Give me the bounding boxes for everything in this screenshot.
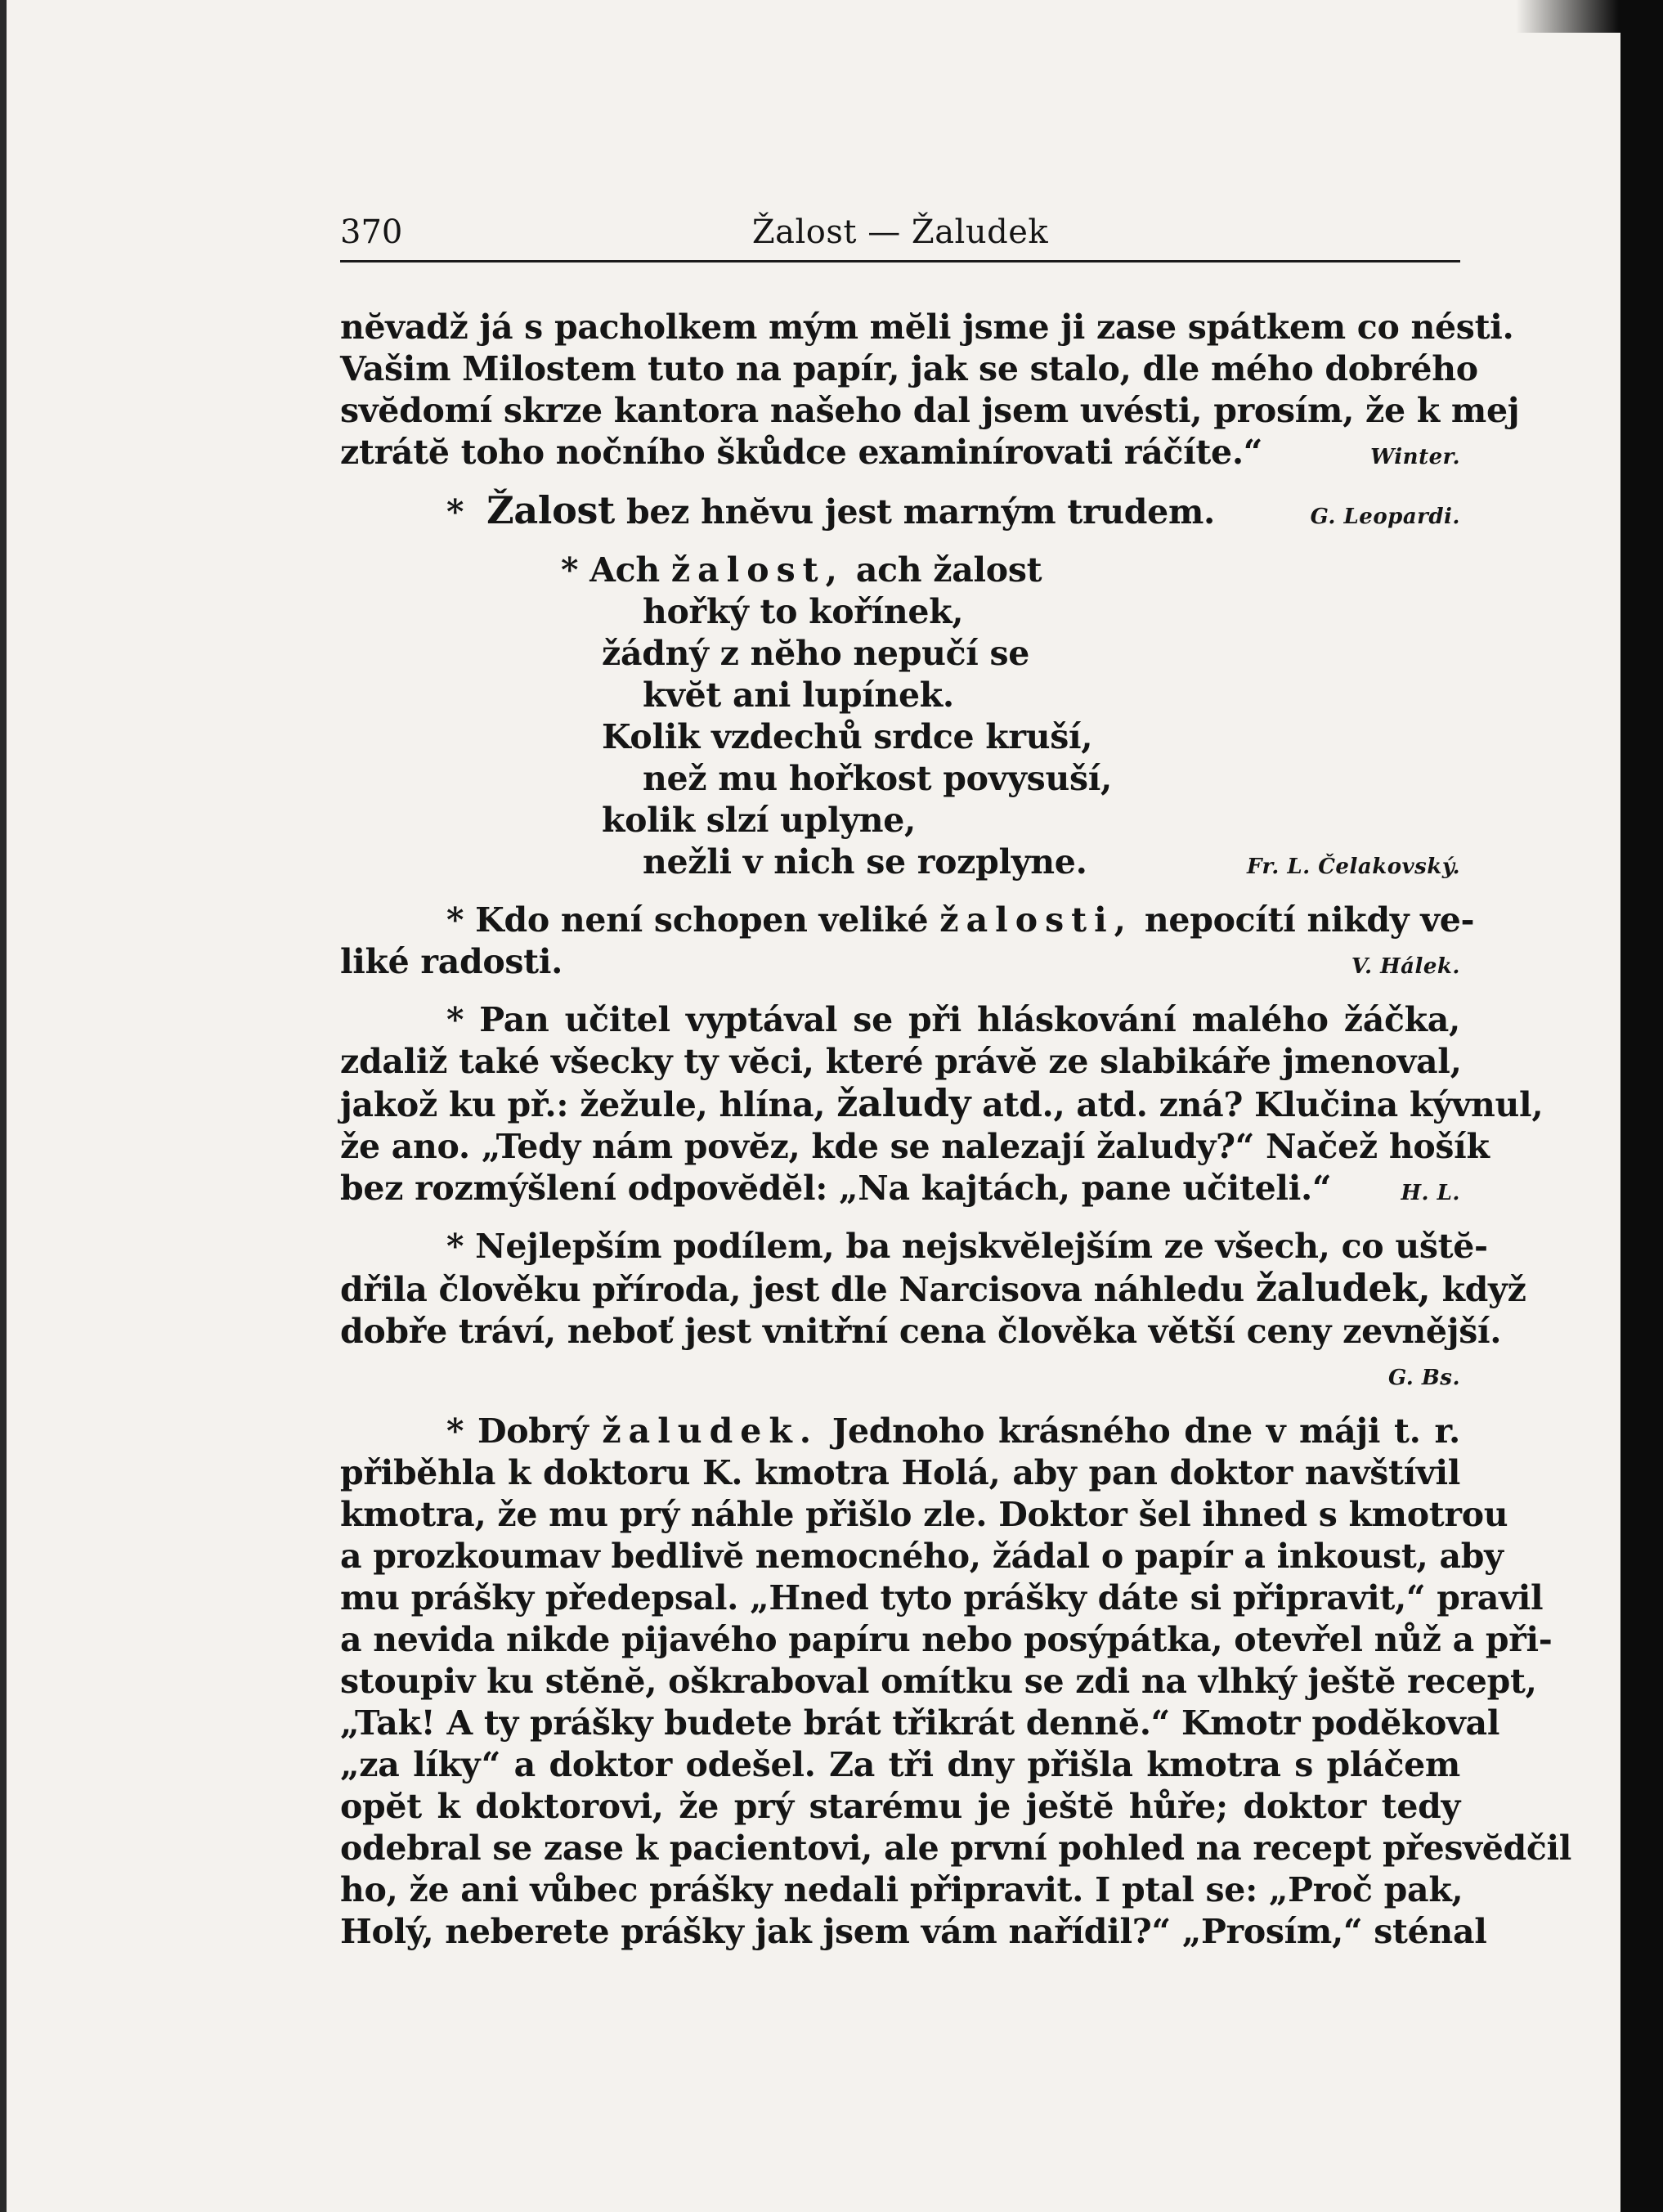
text-line: a nevida nikde pijavého papíru nebo posýpátka, otevřel nůž a při-: [340, 1620, 1553, 1659]
text-line: dřila člověku příroda, jest dle Narcisova náhledu žaludek, když: [340, 1266, 1526, 1310]
leopardi-quote: [340, 490, 1460, 538]
quote-text: bez hnĕvu jest marným trudem.: [625, 492, 1216, 532]
text-line: odebral se zase k pacientovi, ale první pohled na recept přesvĕdčil: [340, 1828, 1572, 1868]
asterisk: *: [446, 492, 464, 532]
text-line-with-attribution: [340, 941, 1460, 988]
page-body: [340, 307, 1572, 1953]
text-line: jakož ku př.: žežule, hlína, žaludy atd., atd. zná? Klučina kývnul,: [340, 1081, 1544, 1125]
text-line: ho, že ani vůbec prášky nedali připravit. I ptal se: „Proč pak,: [340, 1870, 1464, 1909]
text-line: Holý, neberete prášky jak jsem vám nařídil?“ „Prosím,“ sténal: [340, 1912, 1487, 1951]
keyword: žaludy: [836, 1081, 971, 1125]
winter-quote: [340, 307, 1520, 478]
narcissus-quote: [340, 1226, 1526, 1399]
text-line: liké radosti.: [340, 942, 563, 981]
scan-edge-right: [1620, 0, 1663, 2212]
text-line: kmotra, že mu prý náhle přišlo zle. Doktor šel ihned s kmotrou: [340, 1495, 1508, 1534]
story-good-stomach: [340, 1411, 1572, 1953]
poem-line: kolik slzí uplyne,: [602, 801, 917, 840]
attribution: G. Leopardi.: [1310, 505, 1460, 529]
attribution: V. Hálek.: [1351, 954, 1460, 979]
poem-line: nežli v nich se rozplyne.: [643, 842, 1087, 882]
text-line: bez rozmýšlení odpovĕdĕl: „Na kajtách, pane učiteli.“: [340, 1169, 1332, 1208]
attribution: G. Bs.: [1387, 1366, 1460, 1390]
text-line: dobře tráví, neboť jest vnitřní cena člověka větší ceny zevnější.: [340, 1312, 1502, 1351]
text-line: že ano. „Tedy nám povĕz, kde se nalezají žaludy?“ Načež hošík: [340, 1127, 1490, 1166]
text-line: a prozkoumav bedlivĕ nemocného, žádal o papír a inkoust, aby: [340, 1537, 1504, 1576]
poem-line: hořký to kořínek,: [643, 592, 964, 631]
scan-edge-top-right: [1516, 0, 1663, 33]
keyword: Žalost: [486, 488, 615, 532]
poem-line: žádný z nĕho nepučí se: [602, 634, 1030, 673]
text-line: * Pan učitel vyptával se při hláskování malého žáčka,: [446, 1000, 1460, 1039]
text-line: mu prášky předepsal. „Hned tyto prášky dáte si připravit,“ pravil: [340, 1578, 1544, 1617]
poem-line: Kolik vzdechů srdce kruší,: [602, 717, 1093, 756]
text-line-with-attribution: [340, 1168, 1460, 1214]
text-line: ztrátĕ toho nočního škůdce examinírovati ráčíte.“: [340, 433, 1263, 472]
text-line: stoupiv ku stĕnĕ, oškraboval omítku se zdi na vlhký ještĕ recept,: [340, 1662, 1537, 1701]
poem-line: než mu hořkost povysuší,: [643, 759, 1113, 798]
text-line: nĕvadž já s pacholkem mým mĕli jsme ji zase spátkem co nésti.: [340, 307, 1514, 347]
poem-line: kvĕt ani lupínek.: [643, 675, 954, 715]
attribution: Winter.: [1370, 445, 1460, 469]
text-line: svĕdomí skrze kantora našeho dal jsem uvésti, prosím, že k mej: [340, 391, 1520, 430]
poem-line: * Ach žalost, ach žalost: [561, 550, 1042, 590]
keyword: žaludek,: [1255, 1266, 1431, 1310]
text-line: * Nejlepším podílem, ba nejskvĕlejším ze všech, co uštĕ-: [446, 1227, 1488, 1266]
halek-quote: [340, 900, 1475, 988]
text-line: zdaliž také všecky ty vĕci, které právĕ ze slabikáře jmenoval,: [340, 1042, 1462, 1081]
poem: [561, 550, 1460, 888]
attribution: H. L.: [1401, 1181, 1460, 1205]
page-number: 370: [340, 213, 403, 251]
running-head: Žalost — Žaludek: [751, 213, 1049, 251]
text-line: * Dobrý žaludek. Jednoho krásného dne v máji t. r.: [446, 1411, 1460, 1451]
scan-edge-left: [0, 0, 7, 2212]
attribution: Fr. L. Čelakovský.: [1246, 855, 1460, 879]
page-header: [340, 211, 1460, 262]
text-line: přiběhla k doktoru K. kmotra Holá, aby pan doktor navštívil: [340, 1453, 1460, 1492]
poem-line-with-attribution: [643, 841, 1460, 888]
teacher-anecdote: [340, 999, 1544, 1214]
text-line: * Kdo není schopen veliké žalosti, nepocítí nikdy ve-: [446, 900, 1475, 940]
text-line: Vašim Milostem tuto na papír, jak se stalo, dle mého dobrého: [340, 349, 1478, 388]
text-line: opĕt k doktorovi, že prý starému je ještĕ hůře; doktor tedy: [340, 1787, 1460, 1826]
text-line-with-attribution: [340, 432, 1460, 478]
text-line: „Tak! A ty prášky budete brát třikrát dennĕ.“ Kmotr podĕkoval: [340, 1703, 1500, 1743]
text-line: „za líky“ a doktor odešel. Za tři dny přišla kmotra s pláčem: [340, 1745, 1460, 1784]
